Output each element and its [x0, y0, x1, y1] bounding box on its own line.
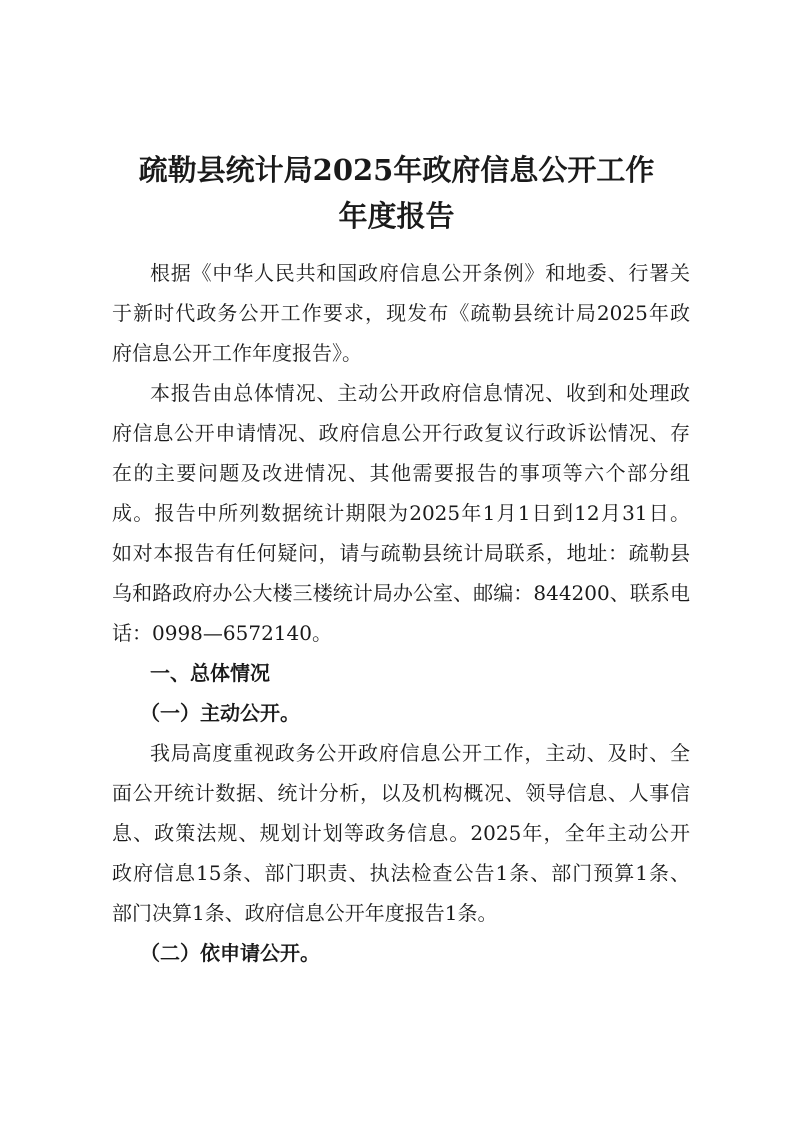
subsection-heading-proactive: （一）主动公开。 [140, 701, 300, 725]
subsection-heading-on-request: （二）依申请公开。 [140, 941, 320, 965]
intro-line: 于新时代政务公开工作要求，现发布《疏勒县统计局2025年政 [112, 301, 690, 325]
intro-line: 根据《中华人民共和国政府信息公开条例》和地委、行署关 [150, 261, 690, 285]
summary-line: 府信息公开申请情况、政府信息公开行政复议行政诉讼情况、存 [112, 421, 690, 445]
report-title-line-1: 疏勒县统计局2025年政府信息公开工作 [138, 153, 655, 187]
intro-line: 府信息公开工作年度报告》。 [112, 341, 362, 365]
proactive-line: 政府信息15条、部门职责、执法检查公告1条、部门预算1条、 [112, 861, 690, 885]
summary-line: 在的主要问题及改进情况、其他需要报告的事项等六个部分组 [112, 461, 690, 485]
proactive-line: 面公开统计数据、统计分析，以及机构概况、领导信息、人事信 [112, 781, 690, 805]
proactive-line: 我局高度重视政务公开政府信息公开工作，主动、及时、全 [150, 741, 690, 765]
summary-line: 话：0998—6572140。 [112, 621, 332, 645]
section-heading-overview: 一、总体情况 [150, 661, 270, 685]
summary-line: 乌和路政府办公大楼三楼统计局办公室、邮编：844200、联系电 [112, 581, 690, 605]
summary-line: 本报告由总体情况、主动公开政府信息情况、收到和处理政 [150, 381, 690, 405]
report-title-line-2: 年度报告 [338, 199, 455, 233]
proactive-line: 息、政策法规、规划计划等政务信息。2025年，全年主动公开 [112, 821, 690, 845]
summary-line: 成。报告中所列数据统计期限为2025年1月1日到12月31日。 [112, 501, 690, 525]
summary-line: 如对本报告有任何疑问，请与疏勒县统计局联系，地址：疏勒县 [112, 541, 690, 565]
proactive-line: 部门决算1条、政府信息公开年度报告1条。 [112, 901, 498, 925]
